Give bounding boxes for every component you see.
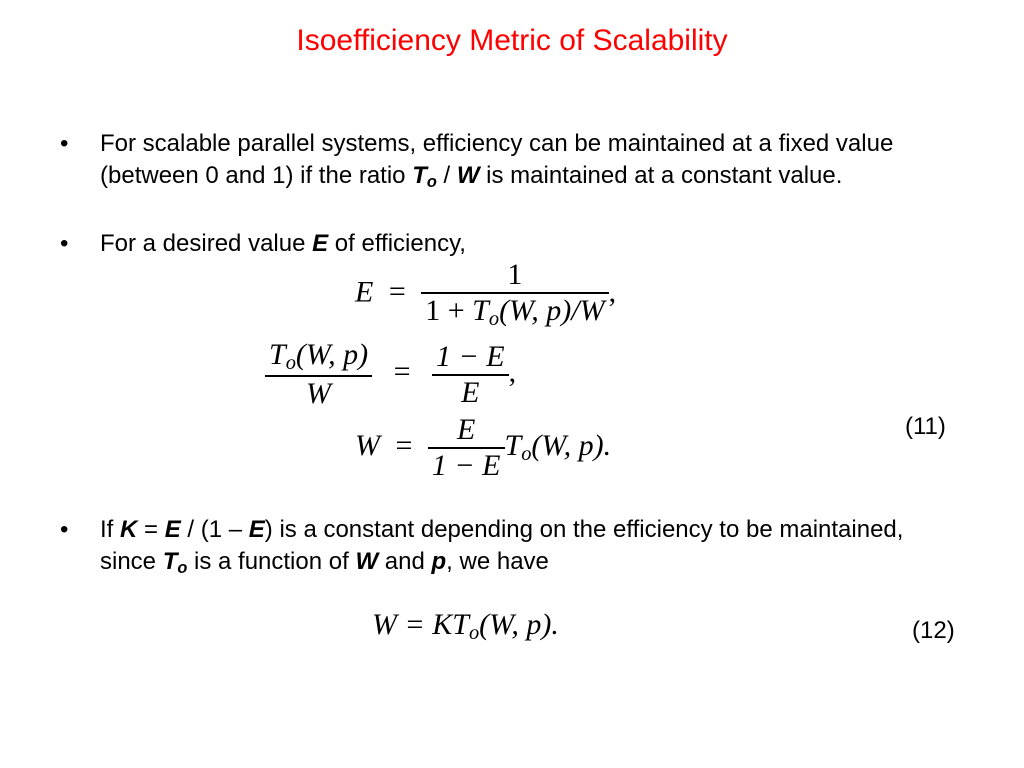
bullet-dot: • — [60, 516, 69, 543]
text-run: of efficiency, — [328, 230, 466, 257]
eq-trail: , — [508, 355, 517, 389]
bullet-text — [100, 128, 940, 198]
eq-numerator: E — [457, 413, 476, 446]
eq-denominator: W — [265, 375, 372, 411]
text-run: / (1 – — [180, 516, 249, 543]
equation-number: (12) — [912, 617, 955, 644]
eq-op: = — [395, 428, 413, 462]
eq-numerator — [265, 338, 372, 375]
eq-part: T — [472, 294, 489, 327]
eq-part: o — [488, 308, 500, 331]
eq-part: W = K — [372, 608, 453, 641]
eq-fraction — [428, 413, 505, 483]
eq-lhs: E — [355, 275, 374, 309]
var-o: o — [177, 559, 188, 578]
bullet-text — [100, 514, 940, 584]
text-run: / — [436, 162, 457, 189]
text-run: and — [378, 548, 432, 575]
eq-fraction — [432, 340, 509, 410]
text-run: = — [137, 516, 165, 543]
eq-part: 1 + — [425, 294, 473, 327]
eq-numerator: 1 — [507, 258, 523, 291]
text-run: is maintained at a constant value. — [479, 162, 843, 189]
var-T: T — [162, 548, 178, 575]
eq-part: o — [521, 442, 532, 465]
eq-lhs: W — [355, 428, 380, 462]
text-run: For a desired value — [100, 230, 313, 257]
equation-number: (11) — [905, 413, 946, 440]
equation-w — [355, 413, 611, 483]
equation-isoefficiency — [372, 608, 559, 645]
eq-part: (W, p)/W — [499, 294, 605, 327]
text-run: For scalable parallel systems, efficiency can be maintained at a fixed value (between 0 and 1) if the ratio — [100, 130, 894, 189]
bullet-dot: • — [60, 230, 69, 257]
text-run: , we have — [446, 548, 549, 575]
var-E: E — [312, 230, 329, 257]
bullet-item — [60, 128, 940, 198]
eq-denominator: E — [432, 374, 509, 410]
eq-op: = — [388, 275, 406, 309]
bullet-item — [60, 228, 940, 260]
eq-part: (W, p). — [479, 608, 559, 641]
equation-ratio — [265, 338, 516, 411]
eq-denominator: 1 − E — [428, 447, 505, 483]
text-run: ) is a constant depending on the efficiency to be maintained, since — [100, 516, 904, 575]
eq-fraction — [421, 258, 608, 331]
var-p: p — [431, 548, 447, 575]
eq-numerator: 1 − E — [436, 339, 505, 373]
eq-part: o — [468, 622, 480, 645]
eq-part: T — [269, 338, 286, 371]
var-K: K — [120, 516, 138, 543]
eq-part: o — [285, 352, 296, 375]
equation-efficiency — [355, 258, 616, 331]
var-W: W — [456, 162, 480, 189]
eq-op: = — [393, 355, 411, 389]
slide-title: Isoefficiency Metric of Scalability — [296, 24, 728, 57]
bullet-dot: • — [60, 130, 69, 157]
eq-trail: , — [608, 275, 617, 309]
eq-denominator — [421, 292, 608, 331]
var-T: T — [412, 162, 427, 189]
text-run: is a function of — [187, 548, 356, 575]
var-E: E — [248, 516, 265, 543]
eq-part: (W, p). — [531, 428, 612, 462]
eq-part: (W, p) — [295, 338, 369, 371]
var-E: E — [164, 516, 181, 543]
eq-part: T — [504, 428, 522, 462]
var-o: o — [426, 173, 437, 192]
bullet-text — [100, 228, 940, 260]
var-W: W — [355, 548, 379, 575]
text-run: If — [100, 516, 121, 543]
bullet-item — [60, 514, 940, 584]
eq-fraction — [265, 338, 372, 411]
eq-part: T — [452, 608, 469, 641]
